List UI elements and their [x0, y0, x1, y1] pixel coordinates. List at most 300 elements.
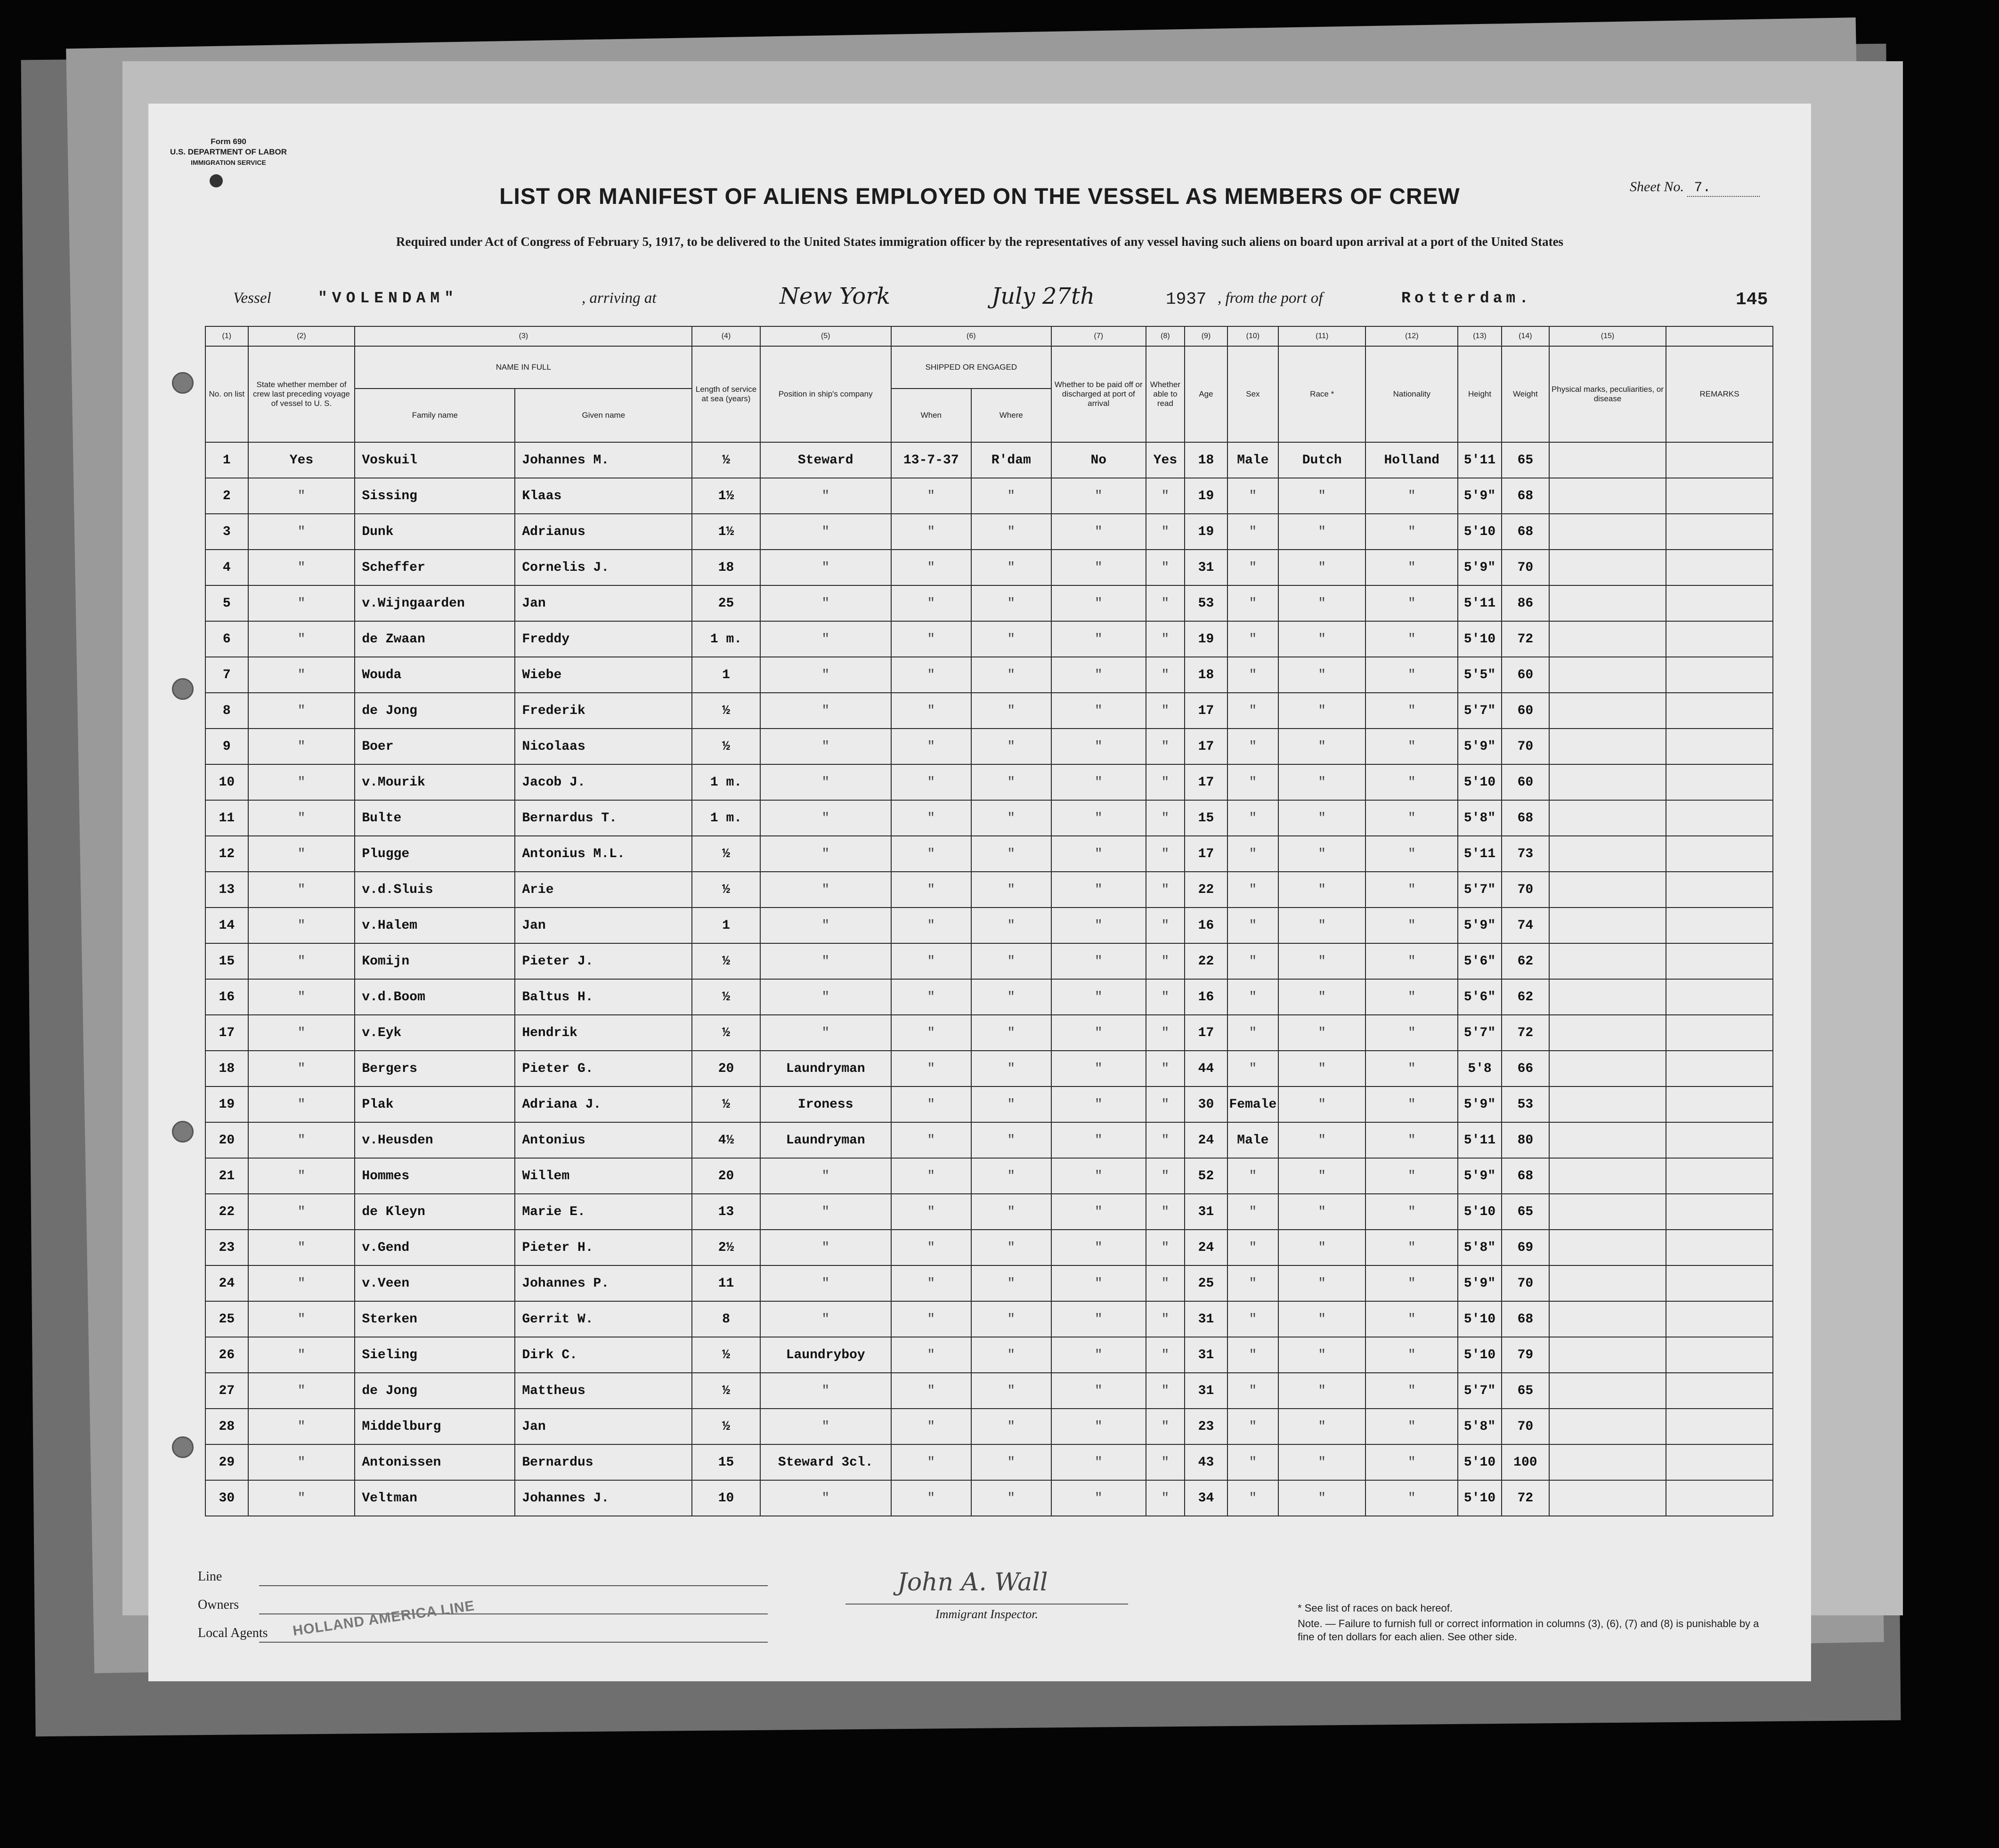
cell-given-name: Jacob J.: [515, 764, 692, 800]
cell-prev-voyage: ": [248, 1051, 355, 1086]
cell-remarks: [1666, 478, 1773, 514]
cell-height: 5'11: [1458, 442, 1502, 478]
cell-given-name: Arie: [515, 872, 692, 908]
cell-shipped-when: ": [891, 729, 971, 764]
column-number: (6): [891, 326, 1051, 346]
cell-row-number: 17: [205, 1015, 248, 1051]
cell-service-length: ½: [692, 442, 760, 478]
cell-able-to-read: ": [1146, 550, 1185, 585]
cell-physical-marks: [1549, 908, 1666, 943]
cell-family-name: Plak: [355, 1086, 515, 1122]
cell-sex: ": [1227, 764, 1278, 800]
cell-age: 30: [1185, 1086, 1227, 1122]
cell-height: 5'9": [1458, 1265, 1502, 1301]
cell-position: ": [760, 1409, 891, 1444]
table-row: [205, 442, 1773, 478]
cell-prev-voyage: ": [248, 585, 355, 621]
table-row: [205, 908, 1773, 943]
owners-label: Owners: [198, 1597, 239, 1612]
cell-shipped-where: ": [971, 1373, 1051, 1409]
cell-race: ": [1278, 1051, 1365, 1086]
header-able-read: Whether able to read: [1146, 346, 1185, 442]
cell-row-number: 15: [205, 943, 248, 979]
cell-nationality: ": [1365, 1265, 1458, 1301]
cell-paid-off: ": [1051, 729, 1146, 764]
cell-physical-marks: [1549, 1122, 1666, 1158]
cell-physical-marks: [1549, 1373, 1666, 1409]
cell-given-name: Antonius M.L.: [515, 836, 692, 872]
cell-family-name: Boer: [355, 729, 515, 764]
cell-shipped-where: ": [971, 943, 1051, 979]
cell-weight: 86: [1502, 585, 1549, 621]
penalty-note: Note. — Failure to furnish full or correct information in columns (3), (6), (7) and (8) is punishable by a fine of ten dollars for each alien. See other side.: [1298, 1618, 1759, 1643]
cell-nationality: ": [1365, 800, 1458, 836]
cell-age: 52: [1185, 1158, 1227, 1194]
vessel-label: Vessel: [233, 290, 271, 307]
cell-physical-marks: [1549, 1194, 1666, 1230]
header-family-name: Family name: [355, 389, 515, 442]
cell-shipped-where: ": [971, 585, 1051, 621]
cell-age: 25: [1185, 1265, 1227, 1301]
cell-row-number: 12: [205, 836, 248, 872]
cell-physical-marks: [1549, 693, 1666, 729]
table-row: [205, 585, 1773, 621]
cell-given-name: Nicolaas: [515, 729, 692, 764]
cell-service-length: ½: [692, 1015, 760, 1051]
cell-row-number: 7: [205, 657, 248, 693]
cell-able-to-read: Yes: [1146, 442, 1185, 478]
cell-shipped-when: ": [891, 1051, 971, 1086]
cell-given-name: Adriana J.: [515, 1086, 692, 1122]
cell-row-number: 29: [205, 1444, 248, 1480]
cell-position: ": [760, 1158, 891, 1194]
cell-family-name: v.d.Boom: [355, 979, 515, 1015]
cell-position: ": [760, 1194, 891, 1230]
cell-shipped-where: ": [971, 478, 1051, 514]
cell-paid-off: ": [1051, 1194, 1146, 1230]
cell-family-name: Sterken: [355, 1301, 515, 1337]
cell-service-length: ½: [692, 836, 760, 872]
cell-remarks: [1666, 1051, 1773, 1086]
cell-weight: 68: [1502, 514, 1549, 550]
cell-service-length: 8: [692, 1301, 760, 1337]
cell-shipped-when: ": [891, 1265, 971, 1301]
column-number-row: [205, 326, 1773, 346]
cell-shipped-when: ": [891, 764, 971, 800]
cell-paid-off: ": [1051, 872, 1146, 908]
cell-shipped-where: ": [971, 1337, 1051, 1373]
cell-row-number: 28: [205, 1409, 248, 1444]
cell-age: 24: [1185, 1230, 1227, 1265]
cell-row-number: 5: [205, 585, 248, 621]
cell-row-number: 27: [205, 1373, 248, 1409]
cell-given-name: Bernardus T.: [515, 800, 692, 836]
cell-family-name: v.Halem: [355, 908, 515, 943]
cell-remarks: [1666, 872, 1773, 908]
cell-shipped-when: ": [891, 1194, 971, 1230]
cell-weight: 72: [1502, 1015, 1549, 1051]
cell-shipped-when: ": [891, 908, 971, 943]
cell-sex: Male: [1227, 442, 1278, 478]
cell-height: 5'11: [1458, 1122, 1502, 1158]
arrival-port: New York: [780, 283, 891, 309]
cell-shipped-where: ": [971, 1122, 1051, 1158]
vessel-line: [191, 283, 1792, 313]
cell-physical-marks: [1549, 1409, 1666, 1444]
cell-remarks: [1666, 1265, 1773, 1301]
table-row: [205, 1444, 1773, 1480]
cell-nationality: ": [1365, 1337, 1458, 1373]
cell-remarks: [1666, 1158, 1773, 1194]
cell-family-name: v.Wijngaarden: [355, 585, 515, 621]
cell-sex: ": [1227, 1158, 1278, 1194]
cell-row-number: 3: [205, 514, 248, 550]
cell-given-name: Jan: [515, 908, 692, 943]
cell-position: ": [760, 478, 891, 514]
cell-height: 5'11: [1458, 836, 1502, 872]
header-length-service: Length of service at sea (years): [692, 346, 760, 442]
punch-hole: [172, 678, 194, 700]
crew-table: [205, 326, 1773, 1527]
cell-age: 15: [1185, 800, 1227, 836]
arrival-year: 1937: [1166, 290, 1207, 309]
table-row: [205, 1301, 1773, 1337]
table-row: [205, 764, 1773, 800]
cell-row-number: 13: [205, 872, 248, 908]
cell-able-to-read: ": [1146, 872, 1185, 908]
cell-family-name: Antonissen: [355, 1444, 515, 1480]
cell-prev-voyage: ": [248, 550, 355, 585]
cell-weight: 68: [1502, 1301, 1549, 1337]
column-number: (5): [760, 326, 891, 346]
cell-sex: ": [1227, 1480, 1278, 1516]
cell-shipped-where: ": [971, 836, 1051, 872]
cell-family-name: Sieling: [355, 1337, 515, 1373]
cell-shipped-where: ": [971, 1409, 1051, 1444]
cell-prev-voyage: ": [248, 1158, 355, 1194]
cell-race: ": [1278, 657, 1365, 693]
cell-shipped-when: ": [891, 478, 971, 514]
cell-sex: ": [1227, 693, 1278, 729]
cell-row-number: 20: [205, 1122, 248, 1158]
cell-weight: 60: [1502, 657, 1549, 693]
table-row: [205, 800, 1773, 836]
cell-position: ": [760, 621, 891, 657]
table-row: [205, 1480, 1773, 1516]
table-row: [205, 1373, 1773, 1409]
cell-age: 17: [1185, 1015, 1227, 1051]
cell-height: 5'8: [1458, 1051, 1502, 1086]
cell-physical-marks: [1549, 1337, 1666, 1373]
header-name-in-full: NAME IN FULL: [355, 346, 692, 389]
cell-height: 5'8": [1458, 1409, 1502, 1444]
cell-height: 5'11: [1458, 585, 1502, 621]
cell-weight: 68: [1502, 1158, 1549, 1194]
cell-race: ": [1278, 800, 1365, 836]
department-name: U.S. DEPARTMENT OF LABOR: [170, 147, 287, 156]
cell-shipped-where: ": [971, 1230, 1051, 1265]
cell-remarks: [1666, 800, 1773, 836]
cell-position: Laundryboy: [760, 1337, 891, 1373]
cell-nationality: ": [1365, 1194, 1458, 1230]
cell-physical-marks: [1549, 1301, 1666, 1337]
cell-paid-off: ": [1051, 1265, 1146, 1301]
cell-service-length: ½: [692, 693, 760, 729]
table-row: [205, 943, 1773, 979]
cell-age: 24: [1185, 1122, 1227, 1158]
cell-race: ": [1278, 1373, 1365, 1409]
cell-shipped-when: ": [891, 1444, 971, 1480]
cell-given-name: Pieter H.: [515, 1230, 692, 1265]
cell-physical-marks: [1549, 442, 1666, 478]
cell-paid-off: ": [1051, 943, 1146, 979]
cell-paid-off: ": [1051, 1373, 1146, 1409]
cell-race: ": [1278, 1409, 1365, 1444]
cell-nationality: ": [1365, 585, 1458, 621]
cell-age: 22: [1185, 872, 1227, 908]
cell-given-name: Dirk C.: [515, 1337, 692, 1373]
cell-paid-off: ": [1051, 657, 1146, 693]
cell-shipped-where: ": [971, 1051, 1051, 1086]
cell-prev-voyage: ": [248, 908, 355, 943]
cell-paid-off: ": [1051, 764, 1146, 800]
cell-family-name: v.Eyk: [355, 1015, 515, 1051]
cell-shipped-when: 13-7-37: [891, 442, 971, 478]
cell-prev-voyage: ": [248, 1373, 355, 1409]
cell-height: 5'6": [1458, 943, 1502, 979]
cell-able-to-read: ": [1146, 514, 1185, 550]
column-number: (15): [1549, 326, 1666, 346]
cell-physical-marks: [1549, 800, 1666, 836]
table-row: [205, 621, 1773, 657]
cell-nationality: ": [1365, 1122, 1458, 1158]
cell-height: 5'9": [1458, 908, 1502, 943]
cell-sex: ": [1227, 1409, 1278, 1444]
cell-family-name: v.Veen: [355, 1265, 515, 1301]
cell-nationality: ": [1365, 1301, 1458, 1337]
cell-height: 5'10: [1458, 514, 1502, 550]
cell-position: ": [760, 872, 891, 908]
cell-race: ": [1278, 1122, 1365, 1158]
cell-prev-voyage: ": [248, 1301, 355, 1337]
cell-age: 17: [1185, 693, 1227, 729]
cell-nationality: ": [1365, 1230, 1458, 1265]
cell-age: 44: [1185, 1051, 1227, 1086]
header-shipped: SHIPPED OR ENGAGED: [891, 346, 1051, 389]
cell-given-name: Marie E.: [515, 1194, 692, 1230]
column-number: (11): [1278, 326, 1365, 346]
cell-family-name: Dunk: [355, 514, 515, 550]
cell-shipped-where: ": [971, 1301, 1051, 1337]
cell-shipped-when: ": [891, 514, 971, 550]
cell-physical-marks: [1549, 729, 1666, 764]
cell-shipped-when: ": [891, 1086, 971, 1122]
cell-age: 16: [1185, 979, 1227, 1015]
table-row: [205, 514, 1773, 550]
table-row: [205, 979, 1773, 1015]
cell-shipped-when: ": [891, 979, 971, 1015]
cell-sex: ": [1227, 1051, 1278, 1086]
cell-shipped-where: ": [971, 1015, 1051, 1051]
table-row: [205, 1158, 1773, 1194]
cell-paid-off: ": [1051, 1480, 1146, 1516]
crew-rows: [205, 442, 1773, 1516]
cell-given-name: Pieter J.: [515, 943, 692, 979]
header-height: Height: [1458, 346, 1502, 442]
cell-sex: ": [1227, 1373, 1278, 1409]
cell-row-number: 30: [205, 1480, 248, 1516]
cell-shipped-when: ": [891, 836, 971, 872]
table-row: [205, 1122, 1773, 1158]
cell-family-name: Sissing: [355, 478, 515, 514]
cell-prev-voyage: ": [248, 872, 355, 908]
owners-field: [259, 1613, 768, 1614]
cell-service-length: 1½: [692, 478, 760, 514]
cell-position: ": [760, 585, 891, 621]
cell-row-number: 26: [205, 1337, 248, 1373]
cell-shipped-where: ": [971, 1444, 1051, 1480]
cell-remarks: [1666, 585, 1773, 621]
cell-weight: 65: [1502, 1194, 1549, 1230]
agents-label: Local Agents: [198, 1626, 268, 1640]
cell-weight: 62: [1502, 943, 1549, 979]
cell-service-length: 1 m.: [692, 621, 760, 657]
page-subtitle: Required under Act of Congress of February 5, 1917, to be delivered to the United States immigration officer by the representatives of any vessel having such aliens on board upon arrival at a port of the United States: [396, 235, 1564, 249]
cell-nationality: ": [1365, 729, 1458, 764]
cell-shipped-when: ": [891, 693, 971, 729]
cell-row-number: 18: [205, 1051, 248, 1086]
cell-row-number: 8: [205, 693, 248, 729]
cell-nationality: ": [1365, 1015, 1458, 1051]
form-number: Form 690: [211, 137, 246, 146]
punch-hole: [172, 1121, 194, 1143]
line-label: Line: [198, 1569, 222, 1584]
cell-family-name: de Kleyn: [355, 1194, 515, 1230]
cell-weight: 70: [1502, 1409, 1549, 1444]
cell-physical-marks: [1549, 550, 1666, 585]
cell-shipped-when: ": [891, 657, 971, 693]
cell-shipped-where: ": [971, 550, 1051, 585]
cell-sex: ": [1227, 585, 1278, 621]
cell-able-to-read: ": [1146, 478, 1185, 514]
cell-age: 19: [1185, 621, 1227, 657]
cell-nationality: ": [1365, 514, 1458, 550]
cell-service-length: 1: [692, 908, 760, 943]
cell-row-number: 21: [205, 1158, 248, 1194]
cell-family-name: v.Heusden: [355, 1122, 515, 1158]
cell-prev-voyage: ": [248, 1480, 355, 1516]
cell-sex: ": [1227, 872, 1278, 908]
cell-sex: ": [1227, 621, 1278, 657]
cell-paid-off: ": [1051, 550, 1146, 585]
cell-age: 34: [1185, 1480, 1227, 1516]
cell-given-name: Klaas: [515, 478, 692, 514]
cell-row-number: 24: [205, 1265, 248, 1301]
header-sex: Sex: [1227, 346, 1278, 442]
cell-service-length: 20: [692, 1051, 760, 1086]
cell-age: 22: [1185, 943, 1227, 979]
cell-shipped-where: ": [971, 621, 1051, 657]
header-given-name: Given name: [515, 389, 692, 442]
cell-race: ": [1278, 764, 1365, 800]
cell-nationality: ": [1365, 1051, 1458, 1086]
cell-remarks: [1666, 1194, 1773, 1230]
cell-shipped-when: ": [891, 621, 971, 657]
cell-race: ": [1278, 943, 1365, 979]
arrival-date: July 27th: [991, 283, 1095, 309]
cell-nationality: ": [1365, 693, 1458, 729]
cell-prev-voyage: ": [248, 729, 355, 764]
cell-family-name: Komijn: [355, 943, 515, 979]
cell-prev-voyage: Yes: [248, 442, 355, 478]
cell-race: ": [1278, 514, 1365, 550]
table-row: [205, 1086, 1773, 1122]
cell-physical-marks: [1549, 1015, 1666, 1051]
cell-shipped-when: ": [891, 1373, 971, 1409]
cell-weight: 60: [1502, 693, 1549, 729]
header-physical: Physical marks, peculiarities, or disease: [1549, 346, 1666, 442]
cell-physical-marks: [1549, 764, 1666, 800]
header-weight: Weight: [1502, 346, 1549, 442]
cell-given-name: Johannes J.: [515, 1480, 692, 1516]
cell-shipped-where: ": [971, 1086, 1051, 1122]
cell-weight: 100: [1502, 1444, 1549, 1480]
cell-age: 31: [1185, 1373, 1227, 1409]
cell-weight: 74: [1502, 908, 1549, 943]
cell-remarks: [1666, 908, 1773, 943]
cell-sex: ": [1227, 1230, 1278, 1265]
cell-sex: ": [1227, 1015, 1278, 1051]
cell-paid-off: ": [1051, 693, 1146, 729]
cell-service-length: 1½: [692, 514, 760, 550]
cell-family-name: Scheffer: [355, 550, 515, 585]
cell-able-to-read: ": [1146, 693, 1185, 729]
cell-paid-off: No: [1051, 442, 1146, 478]
cell-able-to-read: ": [1146, 1051, 1185, 1086]
cell-able-to-read: ": [1146, 1194, 1185, 1230]
cell-height: 5'7": [1458, 1015, 1502, 1051]
cell-position: ": [760, 729, 891, 764]
cell-family-name: Hommes: [355, 1158, 515, 1194]
departure-port: Rotterdam.: [1401, 290, 1533, 307]
cell-nationality: ": [1365, 872, 1458, 908]
cell-height: 5'10: [1458, 1480, 1502, 1516]
cell-able-to-read: ": [1146, 943, 1185, 979]
header-nationality: Nationality: [1365, 346, 1458, 442]
agents-field: [259, 1642, 768, 1643]
cell-height: 5'7": [1458, 872, 1502, 908]
cell-age: 43: [1185, 1444, 1227, 1480]
cell-nationality: ": [1365, 943, 1458, 979]
cell-paid-off: ": [1051, 478, 1146, 514]
cell-race: ": [1278, 1230, 1365, 1265]
cell-prev-voyage: ": [248, 836, 355, 872]
cell-paid-off: ": [1051, 1444, 1146, 1480]
cell-physical-marks: [1549, 872, 1666, 908]
cell-row-number: 14: [205, 908, 248, 943]
cell-race: ": [1278, 729, 1365, 764]
cell-nationality: ": [1365, 621, 1458, 657]
cell-physical-marks: [1549, 514, 1666, 550]
cell-height: 5'10: [1458, 1337, 1502, 1373]
cell-family-name: Wouda: [355, 657, 515, 693]
cell-physical-marks: [1549, 1480, 1666, 1516]
cell-sex: Male: [1227, 1122, 1278, 1158]
cell-race: ": [1278, 872, 1365, 908]
cell-nationality: ": [1365, 1086, 1458, 1122]
column-number: (7): [1051, 326, 1146, 346]
cell-able-to-read: ": [1146, 1373, 1185, 1409]
